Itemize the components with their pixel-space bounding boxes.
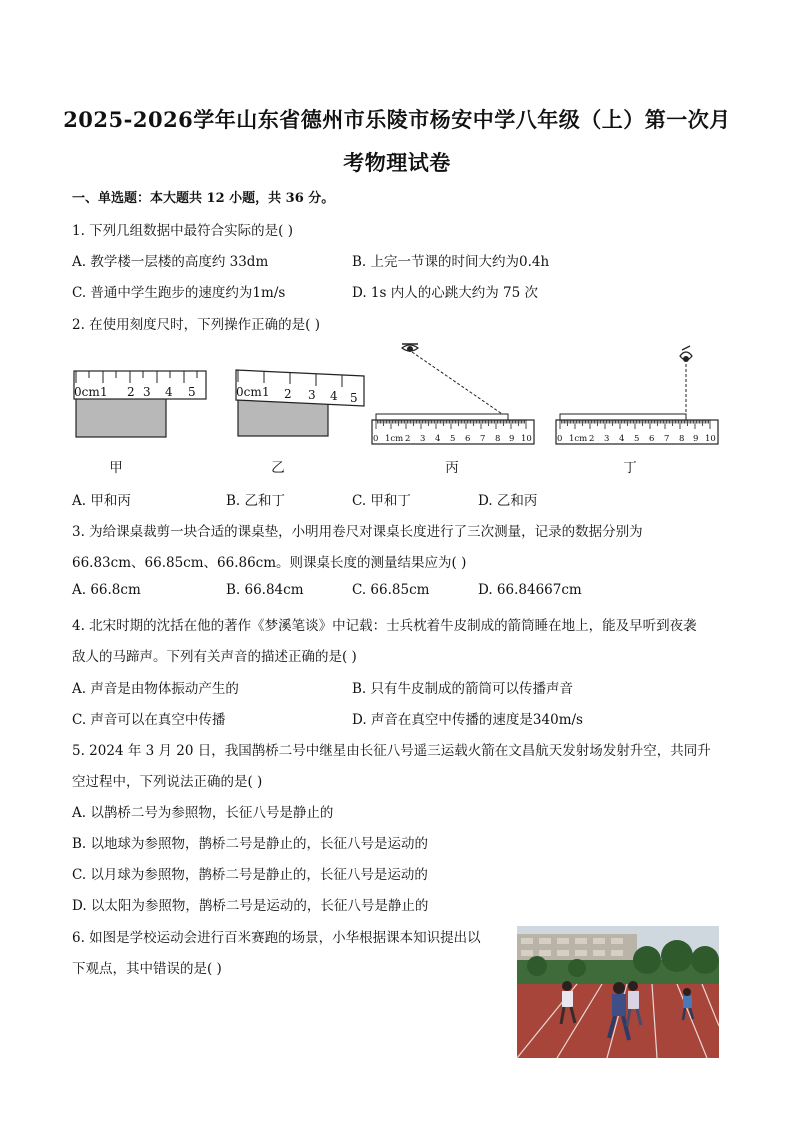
ruler-label: 2: [127, 385, 135, 399]
q3-option-d: D. 66.84667cm: [478, 582, 582, 598]
q5-option-c: C. 以月球为参照物，鹊桥二号是静止的，长征八号是运动的: [72, 867, 428, 883]
q2-option-c: C. 甲和丁: [352, 493, 411, 509]
ruler-label: 5: [634, 434, 640, 444]
ruler-label: 6: [649, 434, 655, 444]
ruler-label: 10: [521, 434, 532, 444]
ruler-label: 7: [480, 434, 486, 444]
ruler-label: 0: [373, 434, 379, 444]
q5-option-d: D. 以太阳为参照物，鹊桥二号是运动的，长征八号是静止的: [72, 898, 429, 914]
block: [376, 414, 508, 420]
q3-stem-line2: 66.83cm、66.85cm、66.86cm。则课桌长度的测量结果应为( ): [72, 555, 467, 571]
ruler-label: 8: [679, 434, 685, 444]
ruler-label: 8: [495, 434, 501, 444]
ruler-label: 3: [143, 385, 151, 399]
q4-option-d: D. 声音在真空中传播的速度是340m/s: [352, 712, 583, 728]
ruler-label: 10: [705, 434, 716, 444]
q4-option-b: B. 只有牛皮制成的箭筒可以传播声音: [352, 681, 574, 697]
eye-icon: [680, 346, 692, 362]
ruler-label: 7: [664, 434, 670, 444]
ruler-label: 0: [557, 434, 563, 444]
ruler-label: 0cm: [74, 385, 100, 399]
ruler-label: 3: [604, 434, 610, 444]
q5-option-b: B. 以地球为参照物，鹊桥二号是静止的，长征八号是运动的: [72, 836, 429, 852]
race-photo: [517, 926, 719, 1058]
ruler-label: 4: [330, 389, 338, 403]
q1-option-a: A. 教学楼一层楼的高度约 33dm: [72, 254, 269, 270]
ruler-figure-yi: [232, 360, 372, 440]
q1-option-d: D. 1s 内人的心跳大约为 75 次: [352, 285, 538, 301]
q4-stem-line2: 敌人的马蹄声。下列有关声音的描述正确的是( ): [72, 649, 357, 665]
ruler-label: 2: [589, 434, 595, 444]
q3-option-c: C. 66.85cm: [352, 582, 430, 598]
ruler-label: 3: [420, 434, 426, 444]
q4-option-c: C. 声音可以在真空中传播: [72, 712, 226, 728]
q4-stem-line1: 4. 北宋时期的沈括在他的著作《梦溪笔谈》中记载：士兵枕着牛皮制成的箭筒睡在地上，能及早听到夜袭: [72, 618, 697, 634]
exam-title-line2: 考物理试卷: [343, 150, 451, 175]
ruler-label: 1: [262, 385, 270, 399]
q2-option-a: A. 甲和丙: [72, 493, 131, 509]
ruler-label: 1cm: [569, 434, 588, 444]
q1-option-b: B. 上完一节课的时间大约为0.4h: [352, 254, 550, 270]
ruler-label: 5: [450, 434, 456, 444]
ruler-figure-bing: [368, 340, 538, 448]
q5-option-a: A. 以鹊桥二号为参照物，长征八号是静止的: [72, 805, 334, 821]
ruler-label: 3: [308, 388, 316, 402]
section-heading: 一、单选题：本大题共 12 小题，共 36 分。: [72, 191, 335, 206]
ruler-label: 0cm: [236, 385, 262, 399]
q3-option-b: B. 66.84cm: [226, 582, 304, 598]
q5-stem-line2: 空过程中，下列说法正确的是( ): [72, 774, 263, 790]
ruler-label: 2: [284, 387, 292, 401]
ruler-label: 4: [435, 434, 441, 444]
ruler-label: 9: [509, 434, 515, 444]
q2-option-b: B. 乙和丁: [226, 493, 286, 509]
eye-icon: [402, 344, 418, 352]
ruler-label: 5: [188, 385, 196, 399]
ruler-label: 1cm: [385, 434, 404, 444]
q6-stem-line2: 下观点，其中错误的是( ): [72, 961, 222, 977]
ruler-label: 9: [693, 434, 699, 444]
ruler-label: 4: [165, 385, 173, 399]
exam-title-line1: 2025-2026学年山东省德州市乐陵市杨安中学八年级（上）第一次月: [63, 107, 731, 132]
q3-option-a: A. 66.8cm: [72, 582, 141, 598]
ruler-label: 6: [465, 434, 471, 444]
caption-jia: 甲: [109, 460, 123, 476]
ruler-label: 2: [405, 434, 411, 444]
q5-stem-line1: 5. 2024 年 3 月 20 日，我国鹊桥二号中继星由长征八号遥三运载火箭在文昌航天发射场发射升空，共同升: [72, 743, 711, 759]
q1-option-c: C. 普通中学生跑步的速度约为1m/s: [72, 285, 286, 301]
ruler-figure-ding: [552, 340, 722, 448]
ruler-figure-jia: [70, 365, 210, 440]
ruler-label: 5: [350, 391, 358, 405]
caption-yi: 乙: [271, 460, 285, 476]
ruler-label: 4: [619, 434, 625, 444]
ruler-label: 1: [100, 385, 108, 399]
q2-option-d: D. 乙和丙: [478, 493, 538, 509]
q4-option-a: A. 声音是由物体振动产生的: [72, 681, 239, 697]
q2-stem: 2. 在使用刻度尺时，下列操作正确的是( ): [72, 317, 320, 333]
caption-ding: 丁: [623, 460, 637, 476]
q6-stem-line1: 6. 如图是学校运动会进行百米赛跑的场景，小华根据课本知识提出以: [72, 930, 481, 946]
block: [560, 414, 686, 420]
q1-stem: 1. 下列几组数据中最符合实际的是( ): [72, 223, 293, 239]
caption-bing: 丙: [445, 460, 459, 476]
q3-stem-line1: 3. 为给课桌裁剪一块合适的课桌垫，小明用卷尺对课桌长度进行了三次测量，记录的数据分别为: [72, 524, 643, 540]
